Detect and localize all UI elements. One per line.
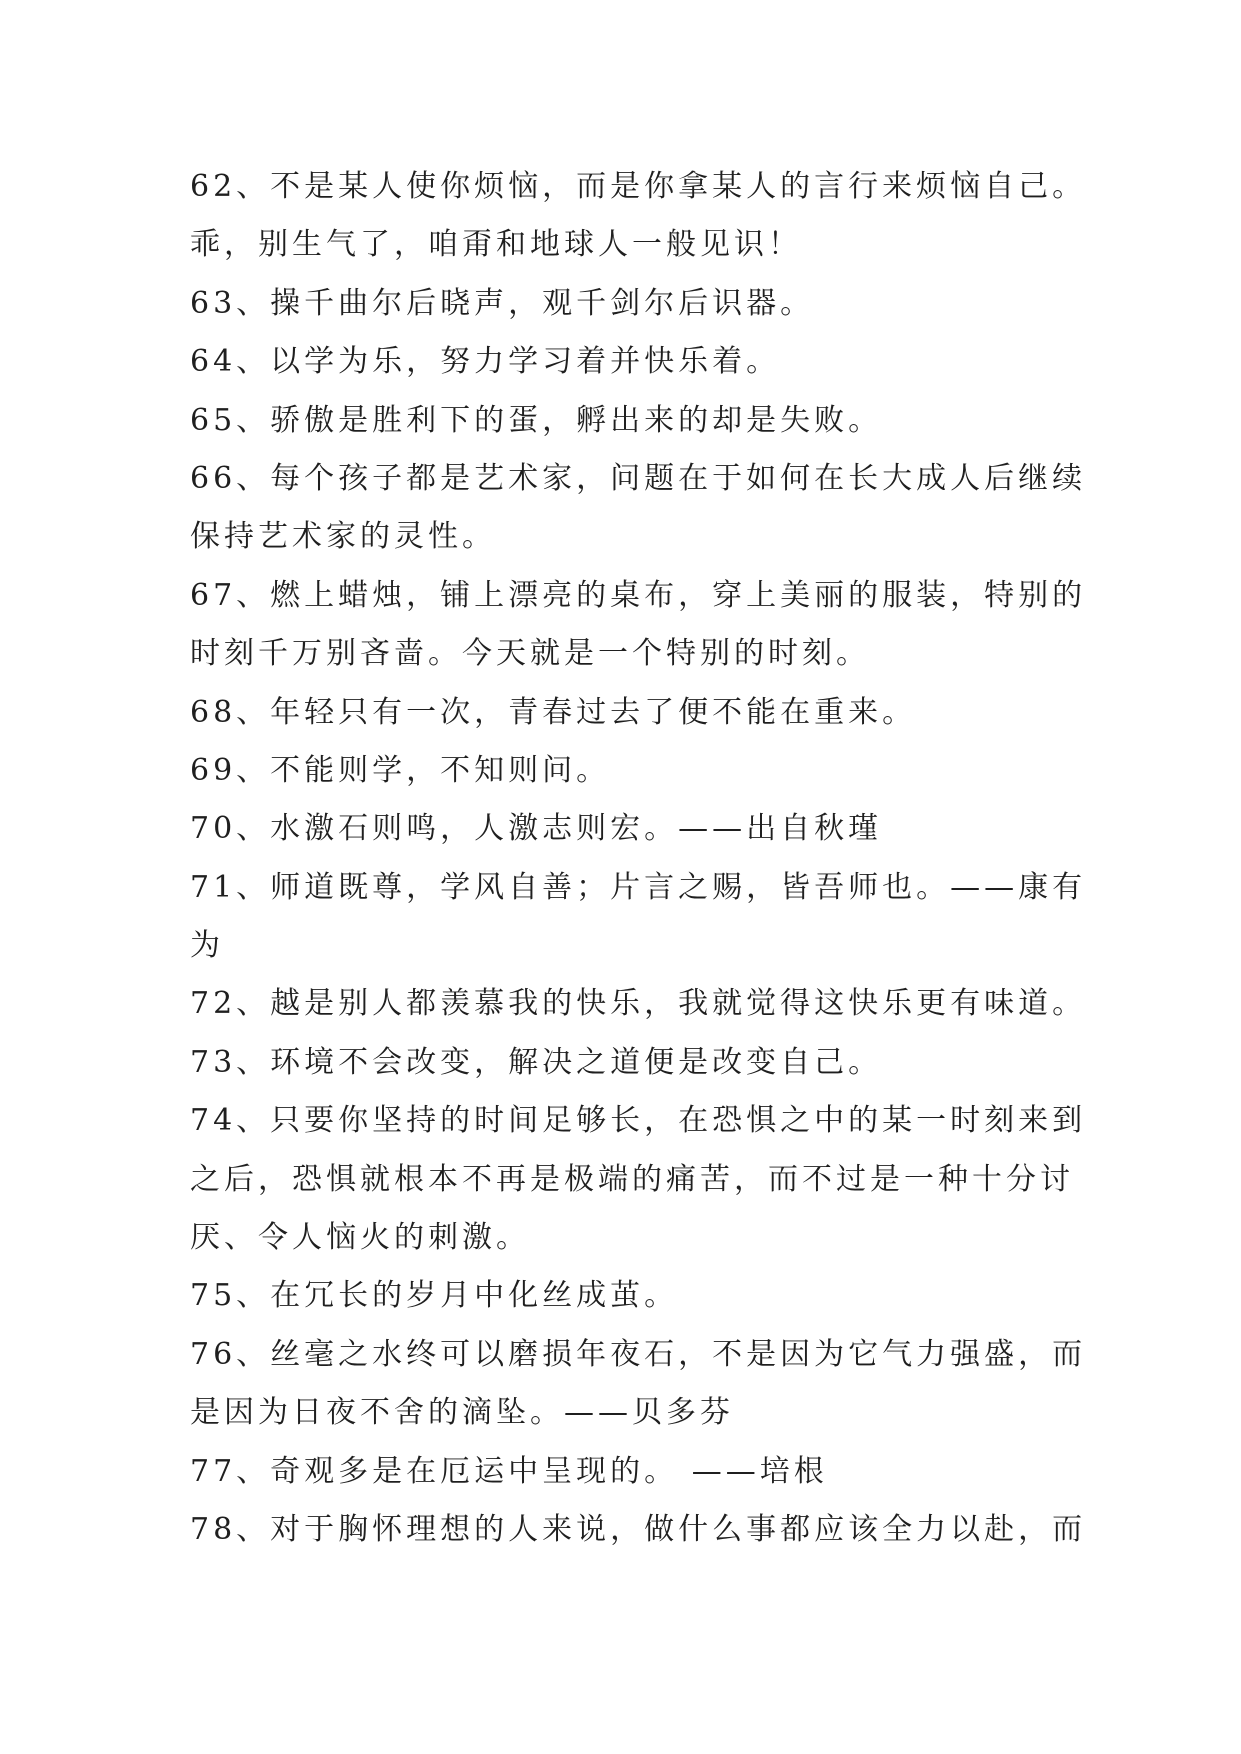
text-line: 63、操千曲尔后晓声，观千剑尔后识器。 bbox=[190, 285, 815, 321]
text-line: 65、骄傲是胜利下的蛋，孵出来的却是失败。 bbox=[190, 402, 883, 438]
text-line: 之后，恐惧就根本不再是极端的痛苦，而不过是一种十分讨 bbox=[190, 1161, 1074, 1197]
text-line: 74、只要你坚持的时间足够长，在恐惧之中的某一时刻来到 bbox=[190, 1103, 1087, 1139]
text-line: 保持艺术家的灵性。 bbox=[190, 519, 496, 555]
text-line: 75、在冗长的岁月中化丝成茧。 bbox=[190, 1278, 679, 1314]
text-line: 78、对于胸怀理想的人来说，做什么事都应该全力以赴，而 bbox=[190, 1511, 1087, 1547]
text-line: 72、越是别人都羡慕我的快乐，我就觉得这快乐更有味道。 bbox=[190, 986, 1087, 1022]
text-line: 厌、令人恼火的刺激。 bbox=[190, 1220, 530, 1256]
text-line: 71、师道既尊，学风自善；片言之赐，皆吾师也。——康有 bbox=[190, 869, 1087, 905]
body-text bbox=[190, 158, 1090, 1559]
text-line: 67、燃上蜡烛，铺上漂亮的桌布，穿上美丽的服装，特别的 bbox=[190, 577, 1087, 613]
text-line: 62、不是某人使你烦恼，而是你拿某人的言行来烦恼自己。 bbox=[190, 169, 1087, 204]
text-line: 77、奇观多是在厄运中呈现的。 ——培根 bbox=[190, 1453, 828, 1489]
text-line: 乖，别生气了，咱甭和地球人一般见识！ bbox=[190, 227, 802, 263]
text-line: 70、水激石则鸣，人激志则宏。——出自秋瑾 bbox=[190, 811, 883, 847]
text-line: 66、每个孩子都是艺术家，问题在于如何在长大成人后继续 bbox=[190, 460, 1087, 496]
text-line: 69、不能则学，不知则问。 bbox=[190, 752, 611, 788]
text-line: 73、环境不会改变，解决之道便是改变自己。 bbox=[190, 1044, 883, 1080]
text-line: 68、年轻只有一次，青春过去了便不能在重来。 bbox=[190, 694, 917, 730]
text-line: 为 bbox=[190, 928, 224, 964]
text-line: 是因为日夜不舍的滴坠。——贝多芬 bbox=[190, 1395, 734, 1431]
text-line: 64、以学为乐，努力学习着并快乐着。 bbox=[190, 344, 781, 380]
text-line: 76、丝毫之水终可以磨损年夜石，不是因为它气力强盛，而 bbox=[190, 1336, 1087, 1372]
text-line: 时刻千万别吝啬。今天就是一个特别的时刻。 bbox=[190, 636, 870, 672]
